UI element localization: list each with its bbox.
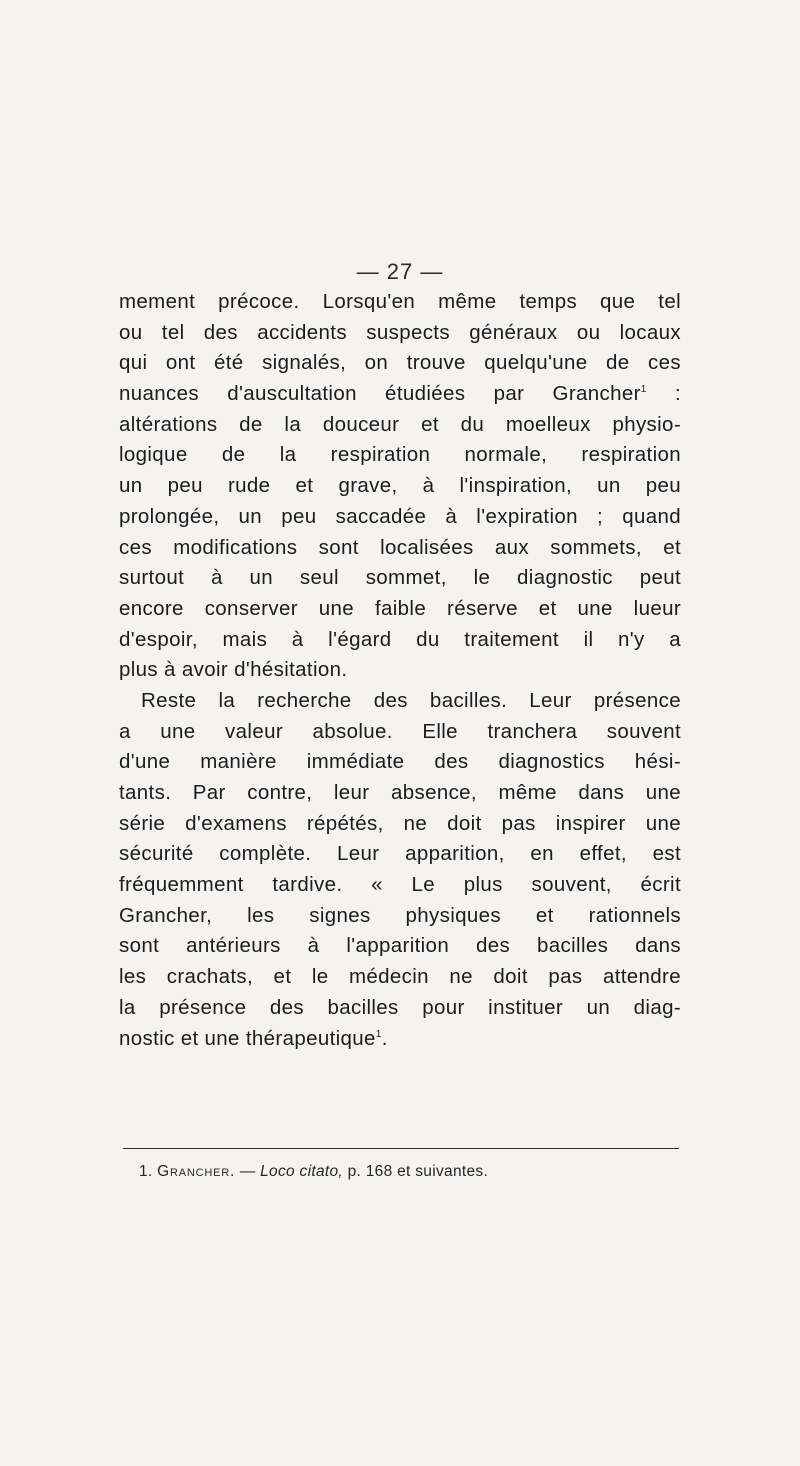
text-line: logique de la respiration normale, respiration bbox=[119, 443, 681, 467]
footnote-rule bbox=[123, 1148, 679, 1149]
punctuation: : bbox=[646, 382, 682, 406]
footnote-author: Grancher. bbox=[157, 1163, 236, 1180]
text-line: ou tel des accidents suspects généraux ou locaux bbox=[119, 320, 681, 344]
text-line: encore conserver une faible réserve et une lueur bbox=[119, 596, 681, 620]
text-line: altérations de la douceur et du moelleux physio- bbox=[119, 412, 681, 436]
text-line: d'espoir, mais à l'égard du traitement il n'y a bbox=[119, 627, 681, 651]
text-line: surtout à un seul sommet, le diagnostic peut bbox=[119, 566, 681, 590]
text-line: a une valeur absolue. Elle tranchera souvent bbox=[119, 719, 681, 743]
text-line-content: nostic et une thérapeutique bbox=[119, 1026, 376, 1050]
footnote-marker: 1 bbox=[375, 1028, 382, 1040]
text-line-with-note bbox=[119, 1024, 681, 1055]
text-line: prolongée, un peu saccadée à l'expiration ; quand bbox=[119, 504, 681, 528]
text-line: la présence des bacilles pour instituer un diag- bbox=[119, 995, 681, 1019]
footnote-number: 1. bbox=[139, 1163, 153, 1180]
body-text bbox=[119, 287, 681, 1054]
text-line: qui ont été signalés, on trouve quelqu'une de ces bbox=[119, 351, 681, 375]
text-line: fréquemment tardive. « Le plus souvent, écrit bbox=[119, 873, 681, 897]
text-line-with-note bbox=[119, 379, 681, 410]
text-line: Grancher, les signes physiques et rationnels bbox=[119, 903, 681, 927]
text-line: ces modifications sont localisées aux sommets, et bbox=[119, 535, 681, 559]
page-number: — 27 — bbox=[356, 259, 444, 284]
text-line: un peu rude et grave, à l'inspiration, un peu bbox=[119, 474, 681, 498]
text-line: mement précoce. Lorsqu'en même temps que tel bbox=[119, 290, 681, 313]
text-line: d'une manière immédiate des diagnostics hési- bbox=[119, 750, 681, 774]
punctuation: . bbox=[381, 1026, 388, 1050]
text-line: Reste la recherche des bacilles. Leur présence bbox=[141, 688, 681, 712]
text-line: sont antérieurs à l'apparition des bacilles dans bbox=[119, 934, 681, 958]
text-line: sécurité complète. Leur apparition, en effet, est bbox=[119, 842, 681, 866]
footnote bbox=[139, 1163, 488, 1181]
text-line: les crachats, et le médecin ne doit pas attendre bbox=[119, 965, 681, 989]
text-line-content: nuances d'auscultation étudiées par Grancher bbox=[119, 382, 641, 406]
text-line: plus à avoir d'hésitation. bbox=[119, 658, 348, 682]
footnote-reference: p. 168 et suivantes. bbox=[347, 1163, 489, 1180]
text-line: tants. Par contre, leur absence, même dans une bbox=[119, 781, 681, 804]
footnote-marker: 1 bbox=[640, 384, 647, 396]
footnote-dash: — bbox=[239, 1163, 256, 1180]
text-line: série d'examens répétés, ne doit pas inspirer une bbox=[119, 811, 681, 835]
footnote-work: Loco citato, bbox=[260, 1163, 344, 1180]
